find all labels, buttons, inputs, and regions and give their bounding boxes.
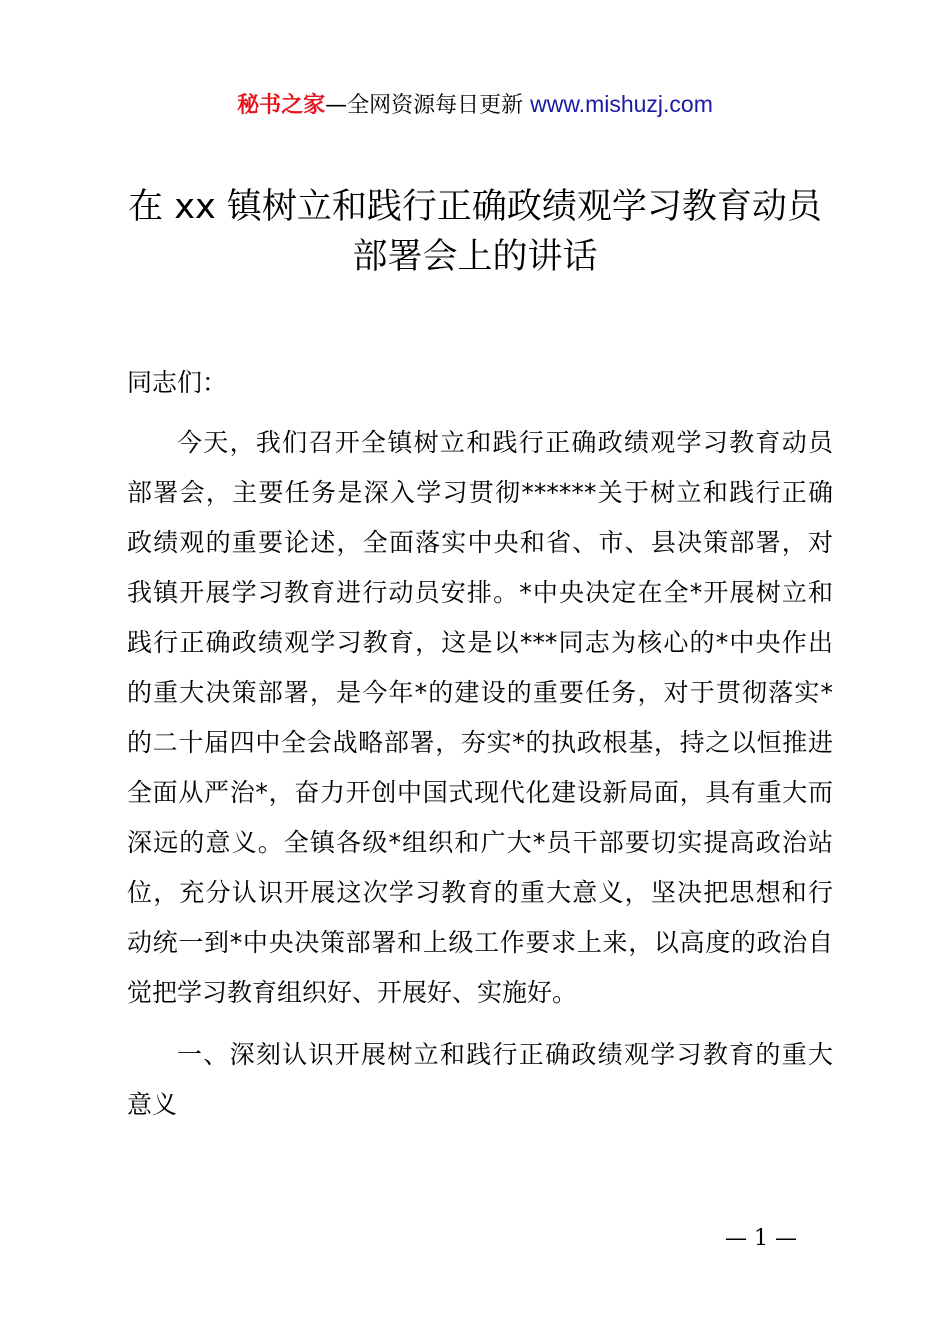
paragraph-line: 动统一到*中央决策部署和上级工作要求上来，以高度的政治自	[127, 928, 833, 957]
brand-name: 秘书之家	[237, 93, 326, 118]
title-line: 在 xx 镇树立和践行正确政绩观学习教育动员	[128, 187, 822, 227]
paragraph-line: 部署会，主要任务是深入学习贯彻******关于树立和践行正确	[127, 478, 833, 507]
paragraph-line: 位，充分认识开展这次学习教育的重大意义，坚决把思想和行	[127, 878, 833, 907]
section-heading	[127, 1030, 833, 1130]
header-tagline: —全网资源每日更新	[325, 93, 531, 118]
paragraph-line: 觉把学习教育组织好、开展好、实施好。	[127, 978, 578, 1007]
paragraph-line: 今天，我们召开全镇树立和践行正确政绩观学习教育动员	[177, 428, 833, 457]
page-number: — 1 —	[725, 1226, 797, 1251]
heading-line: 一、深刻认识开展树立和践行正确政绩观学习教育的重大	[177, 1040, 833, 1069]
paragraph-line: 的重大决策部署，是今年*的建设的重要任务，对于贯彻落实*	[127, 678, 833, 707]
page-header	[0, 88, 950, 122]
paragraph-line: 我镇开展学习教育进行动员安排。*中央决定在全*开展树立和	[127, 578, 833, 607]
paragraph-line: 全面从严治*，奋力开创中国式现代化建设新局面，具有重大而	[127, 778, 833, 807]
paragraph-line: 政绩观的重要论述，全面落实中央和省、市、县决策部署，对	[127, 528, 833, 557]
title-line: 部署会上的讲话	[352, 237, 598, 277]
heading-line: 意义	[127, 1090, 178, 1119]
website-link[interactable]: www.mishuzj.com	[530, 91, 713, 117]
paragraph-line: 的二十届四中全会战略部署，夯实*的执政根基，持之以恒推进	[127, 728, 833, 757]
paragraph-line: 践行正确政绩观学习教育，这是以***同志为核心的*中央作出	[127, 628, 833, 657]
paragraph-line: 深远的意义。全镇各级*组织和广大*员干部要切实提高政治站	[127, 828, 833, 857]
document-title	[100, 182, 850, 282]
salutation: 同志们：	[127, 368, 228, 397]
intro-paragraph	[127, 418, 833, 1018]
